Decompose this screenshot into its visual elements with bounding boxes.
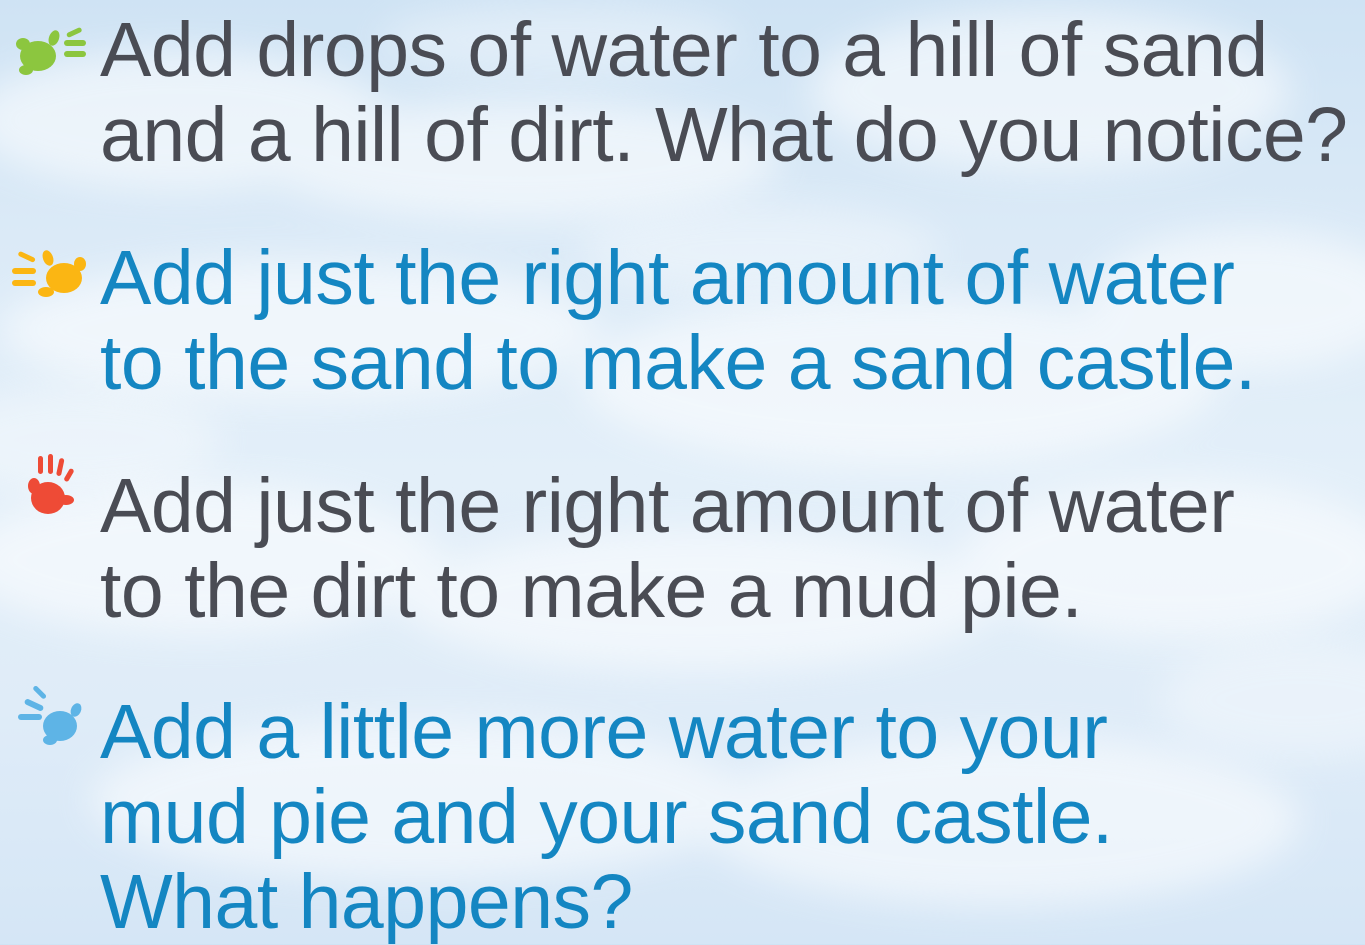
red-handprint-icon bbox=[4, 448, 96, 520]
instruction-text-3 bbox=[100, 464, 1362, 634]
green-handprint-icon bbox=[4, 14, 96, 86]
instruction-line: to the sand to make a sand castle. bbox=[100, 320, 1256, 406]
instruction-text-2 bbox=[100, 236, 1362, 406]
light-blue-handprint-icon bbox=[4, 678, 96, 750]
instruction-line: What happens? bbox=[100, 859, 633, 945]
yellow-handprint-icon bbox=[4, 234, 96, 306]
instruction-text-1 bbox=[100, 8, 1362, 178]
instruction-line: Add drops of water to a hill of sand bbox=[100, 7, 1268, 93]
instruction-line: Add just the right amount of water bbox=[100, 463, 1235, 549]
instruction-line: and a hill of dirt. What do you notice? bbox=[100, 92, 1348, 178]
instruction-line: mud pie and your sand castle. bbox=[100, 774, 1113, 860]
instruction-line: Add a little more water to your bbox=[100, 689, 1108, 775]
instruction-line: to the dirt to make a mud pie. bbox=[100, 548, 1083, 634]
instruction-line: Add just the right amount of water bbox=[100, 235, 1235, 321]
instruction-text-4 bbox=[100, 690, 1362, 945]
